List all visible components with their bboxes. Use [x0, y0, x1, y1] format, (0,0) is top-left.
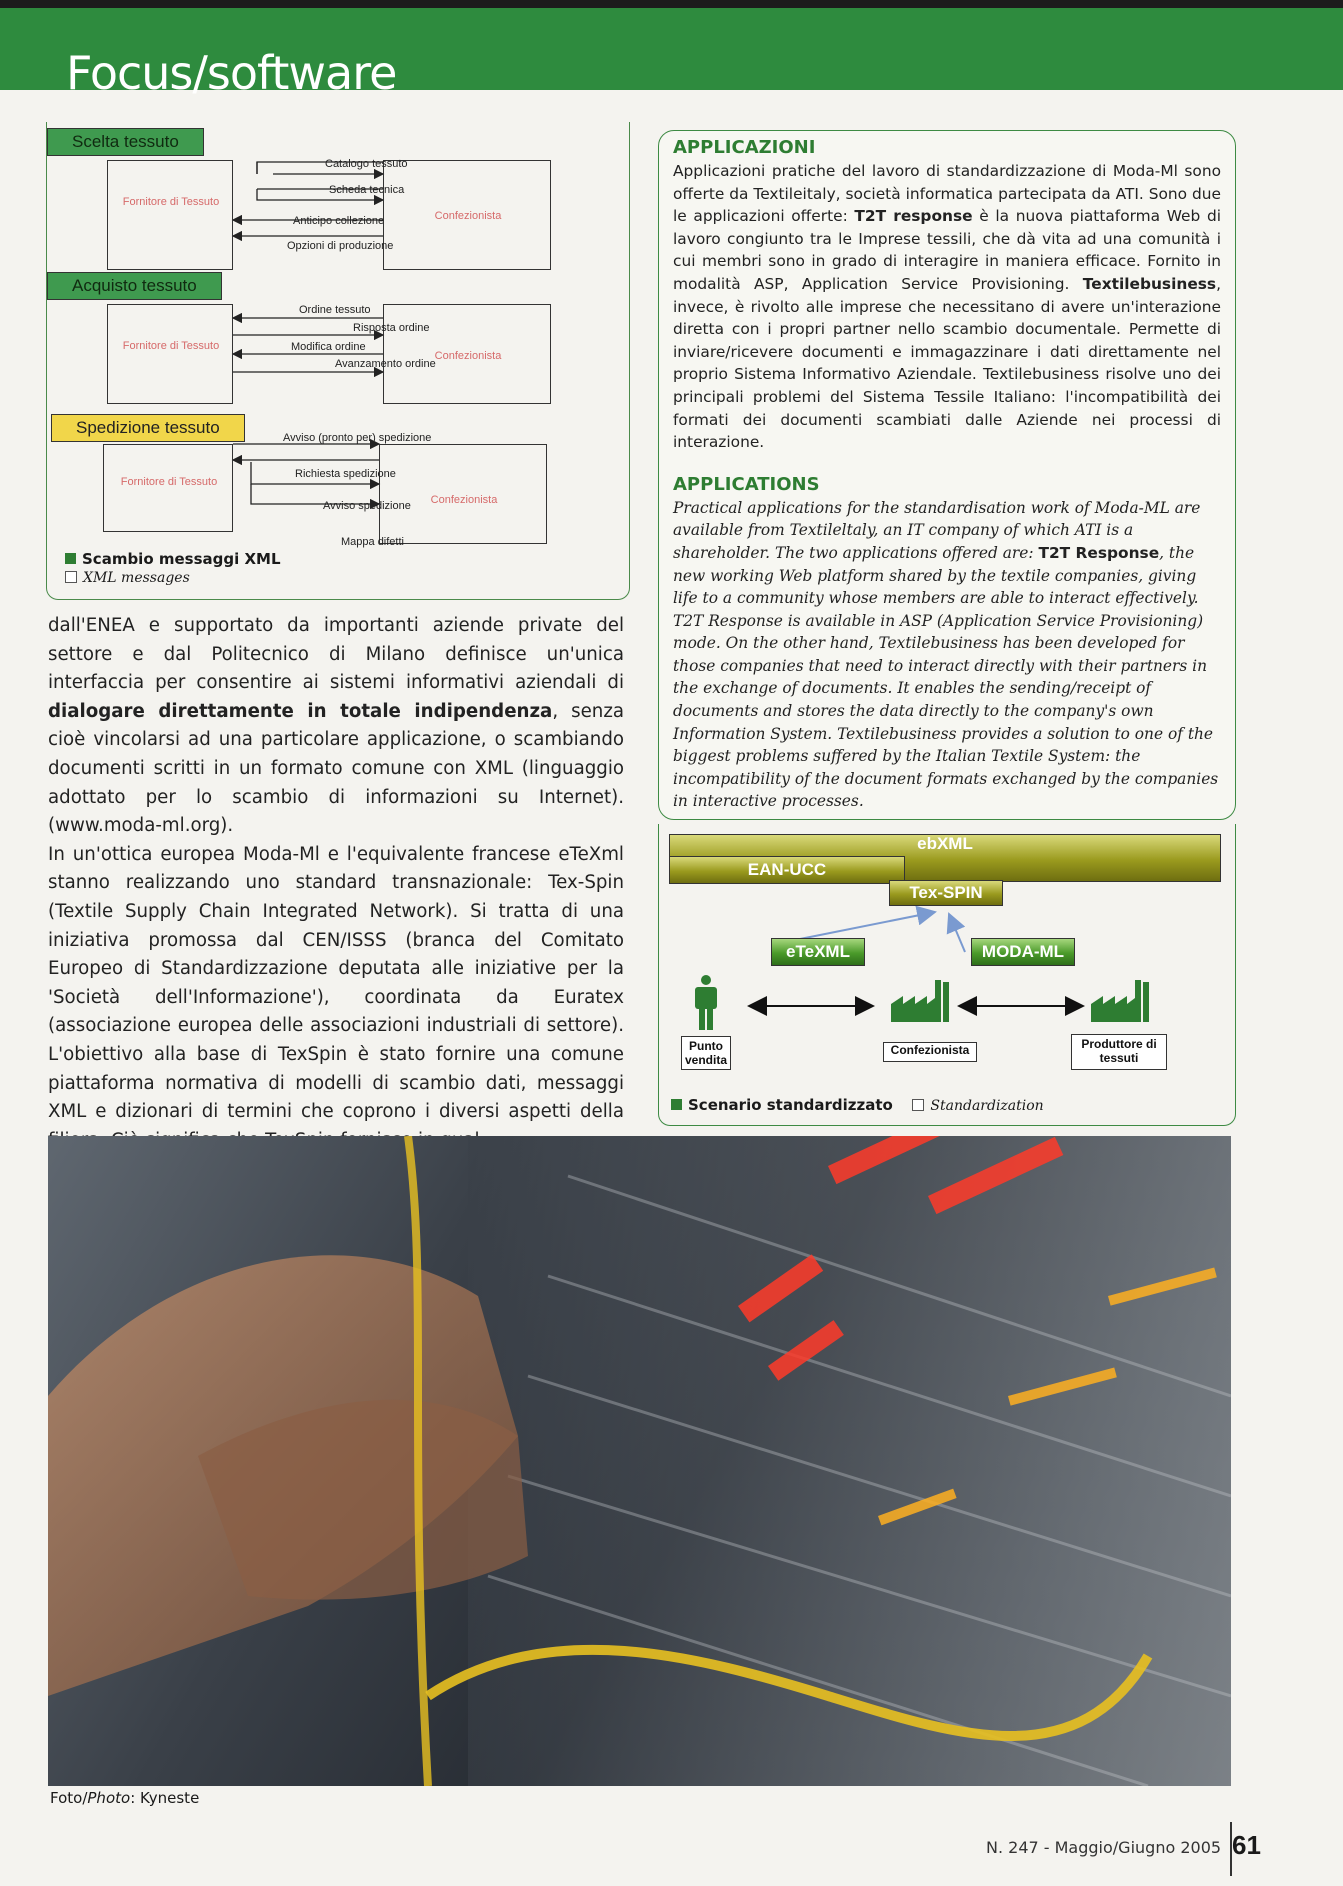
texspin-bar: Tex-SPIN: [889, 880, 1003, 906]
square-icon: [671, 1099, 682, 1110]
msg-label: Richiesta spedizione: [295, 468, 396, 480]
msg-label: Avviso spedizione: [323, 500, 411, 512]
photo-credit: [50, 1789, 199, 1807]
photo-illustration: [48, 1136, 1231, 1786]
section-label-scelta: Scelta tessuto: [47, 128, 204, 156]
diagram1-caption: [65, 550, 281, 586]
section-header: [0, 8, 1343, 100]
msg-label: Ordine tessuto: [299, 304, 371, 316]
supplier-label: Fornitore di Tessuto: [120, 476, 218, 488]
caption-italian: Scenario standardizzato: [688, 1096, 893, 1114]
heading-applicazioni: APPLICAZIONI: [673, 137, 816, 158]
ean-ucc-bar: EAN-UCC: [669, 856, 905, 884]
text-run: , invece, è rivolto alle imprese che necessitano di avere un'interazione diretta con i propri partner nello scambio documentale. Permette di inviare/ricevere documenti e immagazzinare i dati direttamente nel proprio Sistema Informativo Aziendale. Textilebusiness risolve uno dei principali problemi del Sistema Tessile Italiano: l'incompatibilità dei formati dei documenti scambiati dalle Aziende nei processi di interazione.: [673, 274, 1221, 452]
section-label-acquisto: Acquisto tessuto: [47, 272, 222, 300]
text-run: Applicazioni pratiche del lavoro di standardizzazione di Moda-Ml sono offerte da Textileitaly, società informatica partecipata da ATI. Sono due le applicazioni offerte:: [673, 162, 1221, 226]
manufacturer-box: [383, 160, 551, 270]
manufacturer-label: Confezionista: [434, 210, 502, 222]
paragraph: In un'ottica europea Moda-Ml e l'equivalente francese eTeXml stanno realizzando uno standard transnazionale: Tex-Spin (Textile Supply Chain Integrated Network). Si tratta di una iniziativa promossa dal CEN/ISSS (branca del Comitato Europeo di Standardizzazione deputata alle iniziative per la 'Società dell'Informazione'), coordinata da Euratex (associazione europea delle associazioni industriali di settore). L'obiettivo alla base di TexSpin è stato fornire una comune piattaforma normativa di modelli di scambio dati, messaggi XML e dizionari di termini che coprono i diversi aspetti della: [48, 843, 624, 1123]
square-outline-icon: [65, 571, 77, 583]
text-run: , the new working Web platform shared by the textile companies, giving life to a community whose members are able to interact effectively. T2T Response is available in ASP (Application Service Provisioning) mode. On the other hand, Textilebusiness has been developed for those companies that need to interact directly with their partners in the exchange of documents. It enables the sending/receipt of documents and stores the data directly to the company's own Information System. Textilebusiness provides a solution to one of the biggest problems suffered by the Italian Textile System: the incompatibility of the document formats exchanged by the companies in interactive processes.: [673, 543, 1219, 811]
msg-label: Mappa difetti: [341, 536, 404, 548]
msg-label: Opzioni di produzione: [287, 240, 394, 252]
credit-name: : Kyneste: [130, 1789, 200, 1807]
issue-info: N. 247 - Maggio/Giugno 2005: [986, 1838, 1222, 1857]
manufacturer-label: Confezionista: [430, 494, 498, 506]
applications-box: [658, 130, 1236, 820]
factory-icon: [889, 974, 953, 1024]
paragraph-italian: [673, 160, 1221, 454]
article-body: [48, 612, 624, 1155]
factory-icon: [1089, 974, 1153, 1024]
supplier-box: [103, 444, 233, 532]
msg-label: Avviso (pronto per) spedizione: [283, 432, 432, 444]
section-label-spedizione: Spedizione tessuto: [51, 414, 245, 442]
caption-italian: Scambio messaggi XML: [82, 550, 281, 568]
supplier-label: Fornitore di Tessuto: [122, 196, 220, 208]
page-number: 61: [1232, 1830, 1261, 1860]
text-bold: dialogare direttamente in totale indipendenza: [48, 700, 553, 722]
ebxml-label: ebXML: [917, 834, 973, 853]
etexml-bar: eTeXML: [771, 938, 865, 966]
section-title: Focus/software: [66, 46, 397, 100]
msg-label: Modifica ordine: [291, 341, 366, 353]
manufacturer-label: Confezionista: [883, 1042, 977, 1062]
retail-label: Punto vendita: [681, 1036, 731, 1070]
square-outline-icon: [912, 1099, 924, 1111]
modaml-bar: MODA-ML: [971, 938, 1075, 966]
text-run: Practical applications for the standardisation work of Moda-ML are available from Textileltaly, an IT company of which ATI is a shareholder. The two applications offered are:: [673, 498, 1201, 562]
manufacturer-box: [379, 444, 547, 544]
caption-english: Standardization: [930, 1098, 1044, 1114]
heading-applications: APPLICATIONS: [673, 473, 820, 495]
caption-english: XML messages: [83, 570, 190, 586]
top-rule: [0, 0, 1343, 8]
msg-label: Anticipo collezione: [293, 215, 385, 227]
text-run: dall'ENEA e supportato da importanti aziende private del settore e dal Politecnico di Milano definisce un'unica interfaccia per consentire ai sistemi informativi aziendali di: [48, 615, 624, 694]
credit-en: Photo: [87, 1789, 131, 1807]
paragraph: [48, 612, 624, 841]
square-icon: [65, 553, 76, 564]
manufacturer-label: Confezionista: [434, 350, 502, 362]
supplier-box: [107, 160, 233, 270]
supplier-label: Fornitore di Tessuto: [122, 340, 220, 352]
xml-messages-diagram: [46, 122, 630, 600]
person-icon: [689, 974, 723, 1032]
credit-it: Foto/: [50, 1789, 88, 1807]
paragraph-english: [673, 497, 1221, 813]
msg-label: Scheda tecnica: [329, 184, 405, 196]
msg-label: Avanzamento ordine: [335, 358, 436, 370]
standardization-diagram: [658, 824, 1236, 1126]
text-run: è la nuova piattaforma Web di lavoro congiunto tra le Imprese tessili, che dà vita ad una comunità i cui membri sono in grado di interagire in maniera efficace. Fornito in modalità ASP, Application Service Provisioning.: [673, 207, 1221, 293]
manufacturer-box: [383, 304, 551, 404]
text-bold: Textilebusiness: [1082, 274, 1217, 293]
diagram2-caption: [671, 1096, 1044, 1114]
fabric-producer-label: Produttore di tessuti: [1071, 1034, 1167, 1070]
msg-label: Catalogo tessuto: [325, 158, 408, 170]
server-photo: [48, 1136, 1231, 1786]
text-bold: T2T Response: [1038, 543, 1160, 562]
text-run: , senza cioè vincolarsi ad una particolare applicazione, o scambiando documenti scritti in un formato comune con XML (linguaggio adottato per lo scambio di informazioni su Internet). (www.moda-ml.org).: [48, 700, 625, 837]
msg-label: Risposta ordine: [353, 322, 430, 334]
text-bold: T2T response: [854, 207, 973, 226]
supplier-box: [107, 304, 233, 404]
